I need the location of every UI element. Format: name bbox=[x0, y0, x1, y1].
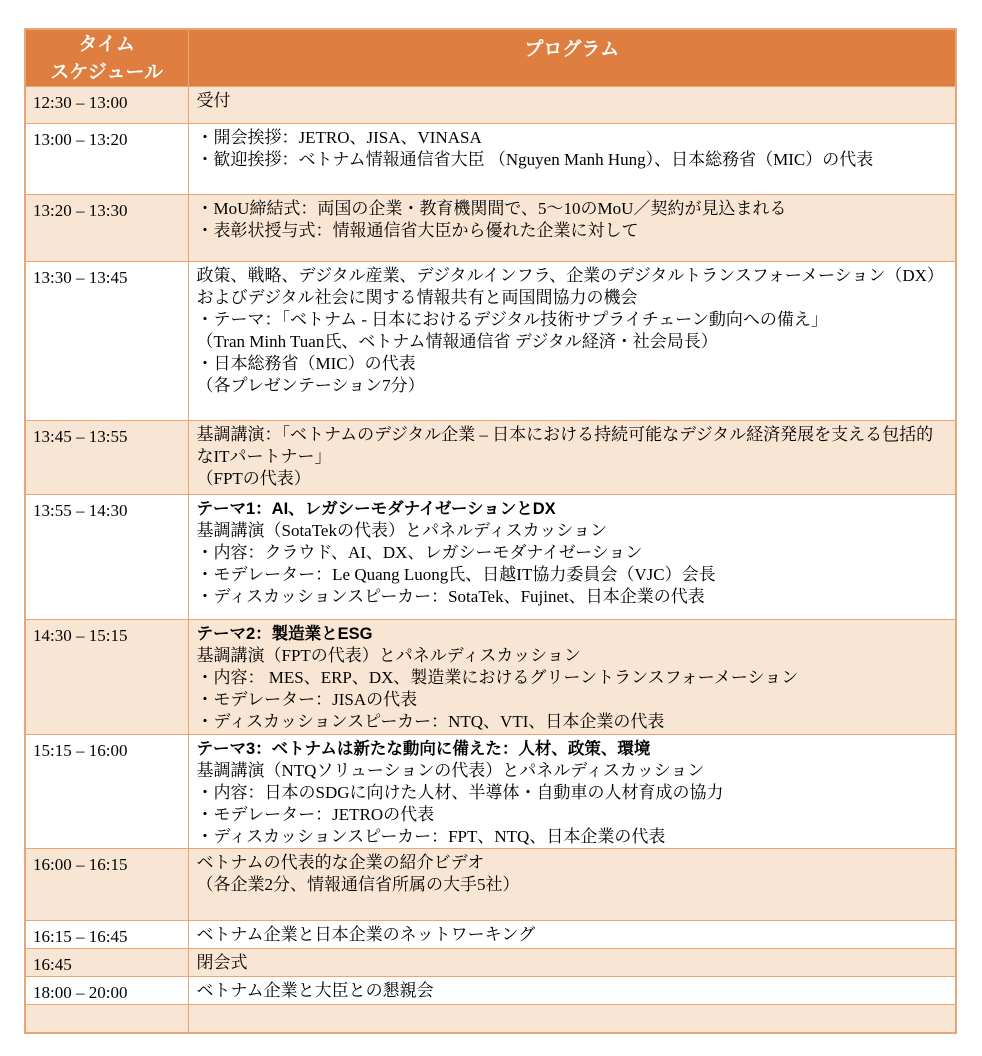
program-line: ・モデレーター：JETROの代表 bbox=[196, 805, 435, 824]
table-row bbox=[25, 735, 956, 849]
program-line: ・ディスカッションスピーカー：NTQ、VTI、日本企業の代表 bbox=[196, 712, 665, 731]
program-cell bbox=[188, 921, 956, 949]
table-row bbox=[25, 949, 956, 977]
program-line: テーマ2：製造業とESG bbox=[196, 625, 373, 643]
table-row bbox=[25, 195, 956, 262]
time-cell: 13:30 – 13:45 bbox=[25, 262, 188, 421]
program-line: ・モデレーター：Le Quang Luong氏、日越IT協力委員会（VJC）会長 bbox=[196, 565, 716, 584]
program-line: 政策、戦略、デジタル産業、デジタルインフラ、企業のデジタルトランスフォーメーション（DX）およびデジタル社会に関する情報共有と両国間協力の機会 bbox=[196, 266, 944, 307]
time-cell: 15:15 – 16:00 bbox=[25, 735, 188, 849]
time-header-line2: スケジュール bbox=[50, 62, 164, 83]
table-row bbox=[25, 421, 956, 495]
program-line: ・表彰状授与式：情報通信省大臣から優れた企業に対して bbox=[196, 221, 639, 240]
time-cell: 18:00 – 20:00 bbox=[25, 977, 188, 1005]
time-cell: 12:30 – 13:00 bbox=[25, 87, 188, 124]
program-schedule-document bbox=[24, 28, 957, 1034]
program-line: 基調講演（FPTの代表）とパネルディスカッション bbox=[196, 646, 581, 665]
table-row bbox=[25, 977, 956, 1005]
program-line: 受付 bbox=[196, 91, 231, 110]
program-column-header: プログラム bbox=[188, 29, 956, 87]
program-cell bbox=[188, 949, 956, 977]
program-line: ・ディスカッションスピーカー：FPT、NTQ、日本企業の代表 bbox=[196, 827, 666, 846]
schedule-body bbox=[25, 87, 956, 1033]
time-cell: 13:55 – 14:30 bbox=[25, 495, 188, 620]
program-line: （Tran Minh Tuan氏、ベトナム情報通信省 デジタル経済・社会局長） bbox=[196, 332, 718, 351]
time-cell: 13:20 – 13:30 bbox=[25, 195, 188, 262]
program-line: テーマ1：AI、レガシーモダナイゼーションとDX bbox=[196, 500, 556, 518]
program-line: 基調講演（SotaTekの代表）とパネルディスカッション bbox=[196, 521, 608, 540]
program-line: ・内容：クラウド、AI、DX、レガシーモダナイゼーション bbox=[196, 543, 643, 562]
program-line: テーマ3：ベトナムは新たな動向に備えた：人材、政策、環境 bbox=[196, 740, 651, 758]
program-cell bbox=[188, 124, 956, 195]
time-cell: 14:30 – 15:15 bbox=[25, 620, 188, 735]
time-header-line1: タイム bbox=[78, 34, 136, 55]
program-cell bbox=[188, 620, 956, 735]
program-cell bbox=[188, 977, 956, 1005]
program-line: ・内容： MES、ERP、DX、製造業におけるグリーントランスフォーメーション bbox=[196, 668, 799, 687]
time-cell: 16:00 – 16:15 bbox=[25, 849, 188, 921]
schedule-table bbox=[24, 28, 957, 1034]
program-cell bbox=[188, 421, 956, 495]
program-line: （各企業2分、情報通信省所属の大手5社） bbox=[196, 875, 520, 894]
program-cell bbox=[188, 195, 956, 262]
time-column-header bbox=[25, 29, 188, 87]
program-line: ・内容：日本のSDGに向けた人材、半導体・自動車の人材育成の協力 bbox=[196, 783, 724, 802]
table-row bbox=[25, 124, 956, 195]
program-line: ・ディスカッションスピーカー：SotaTek、Fujinet、日本企業の代表 bbox=[196, 587, 705, 606]
program-line: （FPTの代表） bbox=[196, 469, 311, 488]
program-line: 閉会式 bbox=[196, 953, 248, 972]
header-row bbox=[25, 29, 956, 87]
table-row bbox=[25, 849, 956, 921]
program-line: ・テーマ：「ベトナム - 日本におけるデジタル技術サプライチェーン動向への備え」 bbox=[196, 310, 828, 329]
program-line: （各プレゼンテーション7分） bbox=[196, 376, 425, 395]
program-line: ベトナム企業と日本企業のネットワーキング bbox=[196, 925, 536, 944]
time-cell: 16:15 – 16:45 bbox=[25, 921, 188, 949]
table-row bbox=[25, 620, 956, 735]
table-row bbox=[25, 1005, 956, 1033]
time-cell: 13:00 – 13:20 bbox=[25, 124, 188, 195]
program-cell bbox=[188, 87, 956, 124]
table-row bbox=[25, 495, 956, 620]
program-line: 基調講演：「ベトナムのデジタル企業 – 日本における持続可能なデジタル経済発展を支える包括的なITパートナー」 bbox=[196, 425, 934, 466]
program-line: ・MoU締結式：両国の企業・教育機関間で、5～10のMoU／契約が見込まれる bbox=[196, 199, 787, 218]
table-row bbox=[25, 921, 956, 949]
program-line: ・歓迎挨拶：ベトナム情報通信省大臣 （Nguyen Manh Hung）、日本総務省（MIC）の代表 bbox=[196, 150, 874, 169]
program-cell bbox=[188, 735, 956, 849]
program-cell bbox=[188, 262, 956, 421]
program-line: ベトナムの代表的な企業の紹介ビデオ bbox=[196, 853, 485, 872]
table-row bbox=[25, 262, 956, 421]
time-cell: 16:45 bbox=[25, 949, 188, 977]
program-line: 基調講演（NTQソリューションの代表）とパネルディスカッション bbox=[196, 761, 705, 780]
program-line: ベトナム企業と大臣との懇親会 bbox=[196, 981, 434, 1000]
program-cell bbox=[188, 495, 956, 620]
time-cell bbox=[25, 1005, 188, 1033]
program-line: ・開会挨拶：JETRO、JISA、VINASA bbox=[196, 128, 482, 147]
program-line: ・モデレーター：JISAの代表 bbox=[196, 690, 418, 709]
program-cell bbox=[188, 849, 956, 921]
time-cell: 13:45 – 13:55 bbox=[25, 421, 188, 495]
table-row bbox=[25, 87, 956, 124]
program-line: ・日本総務省（MIC）の代表 bbox=[196, 354, 416, 373]
program-cell bbox=[188, 1005, 956, 1033]
